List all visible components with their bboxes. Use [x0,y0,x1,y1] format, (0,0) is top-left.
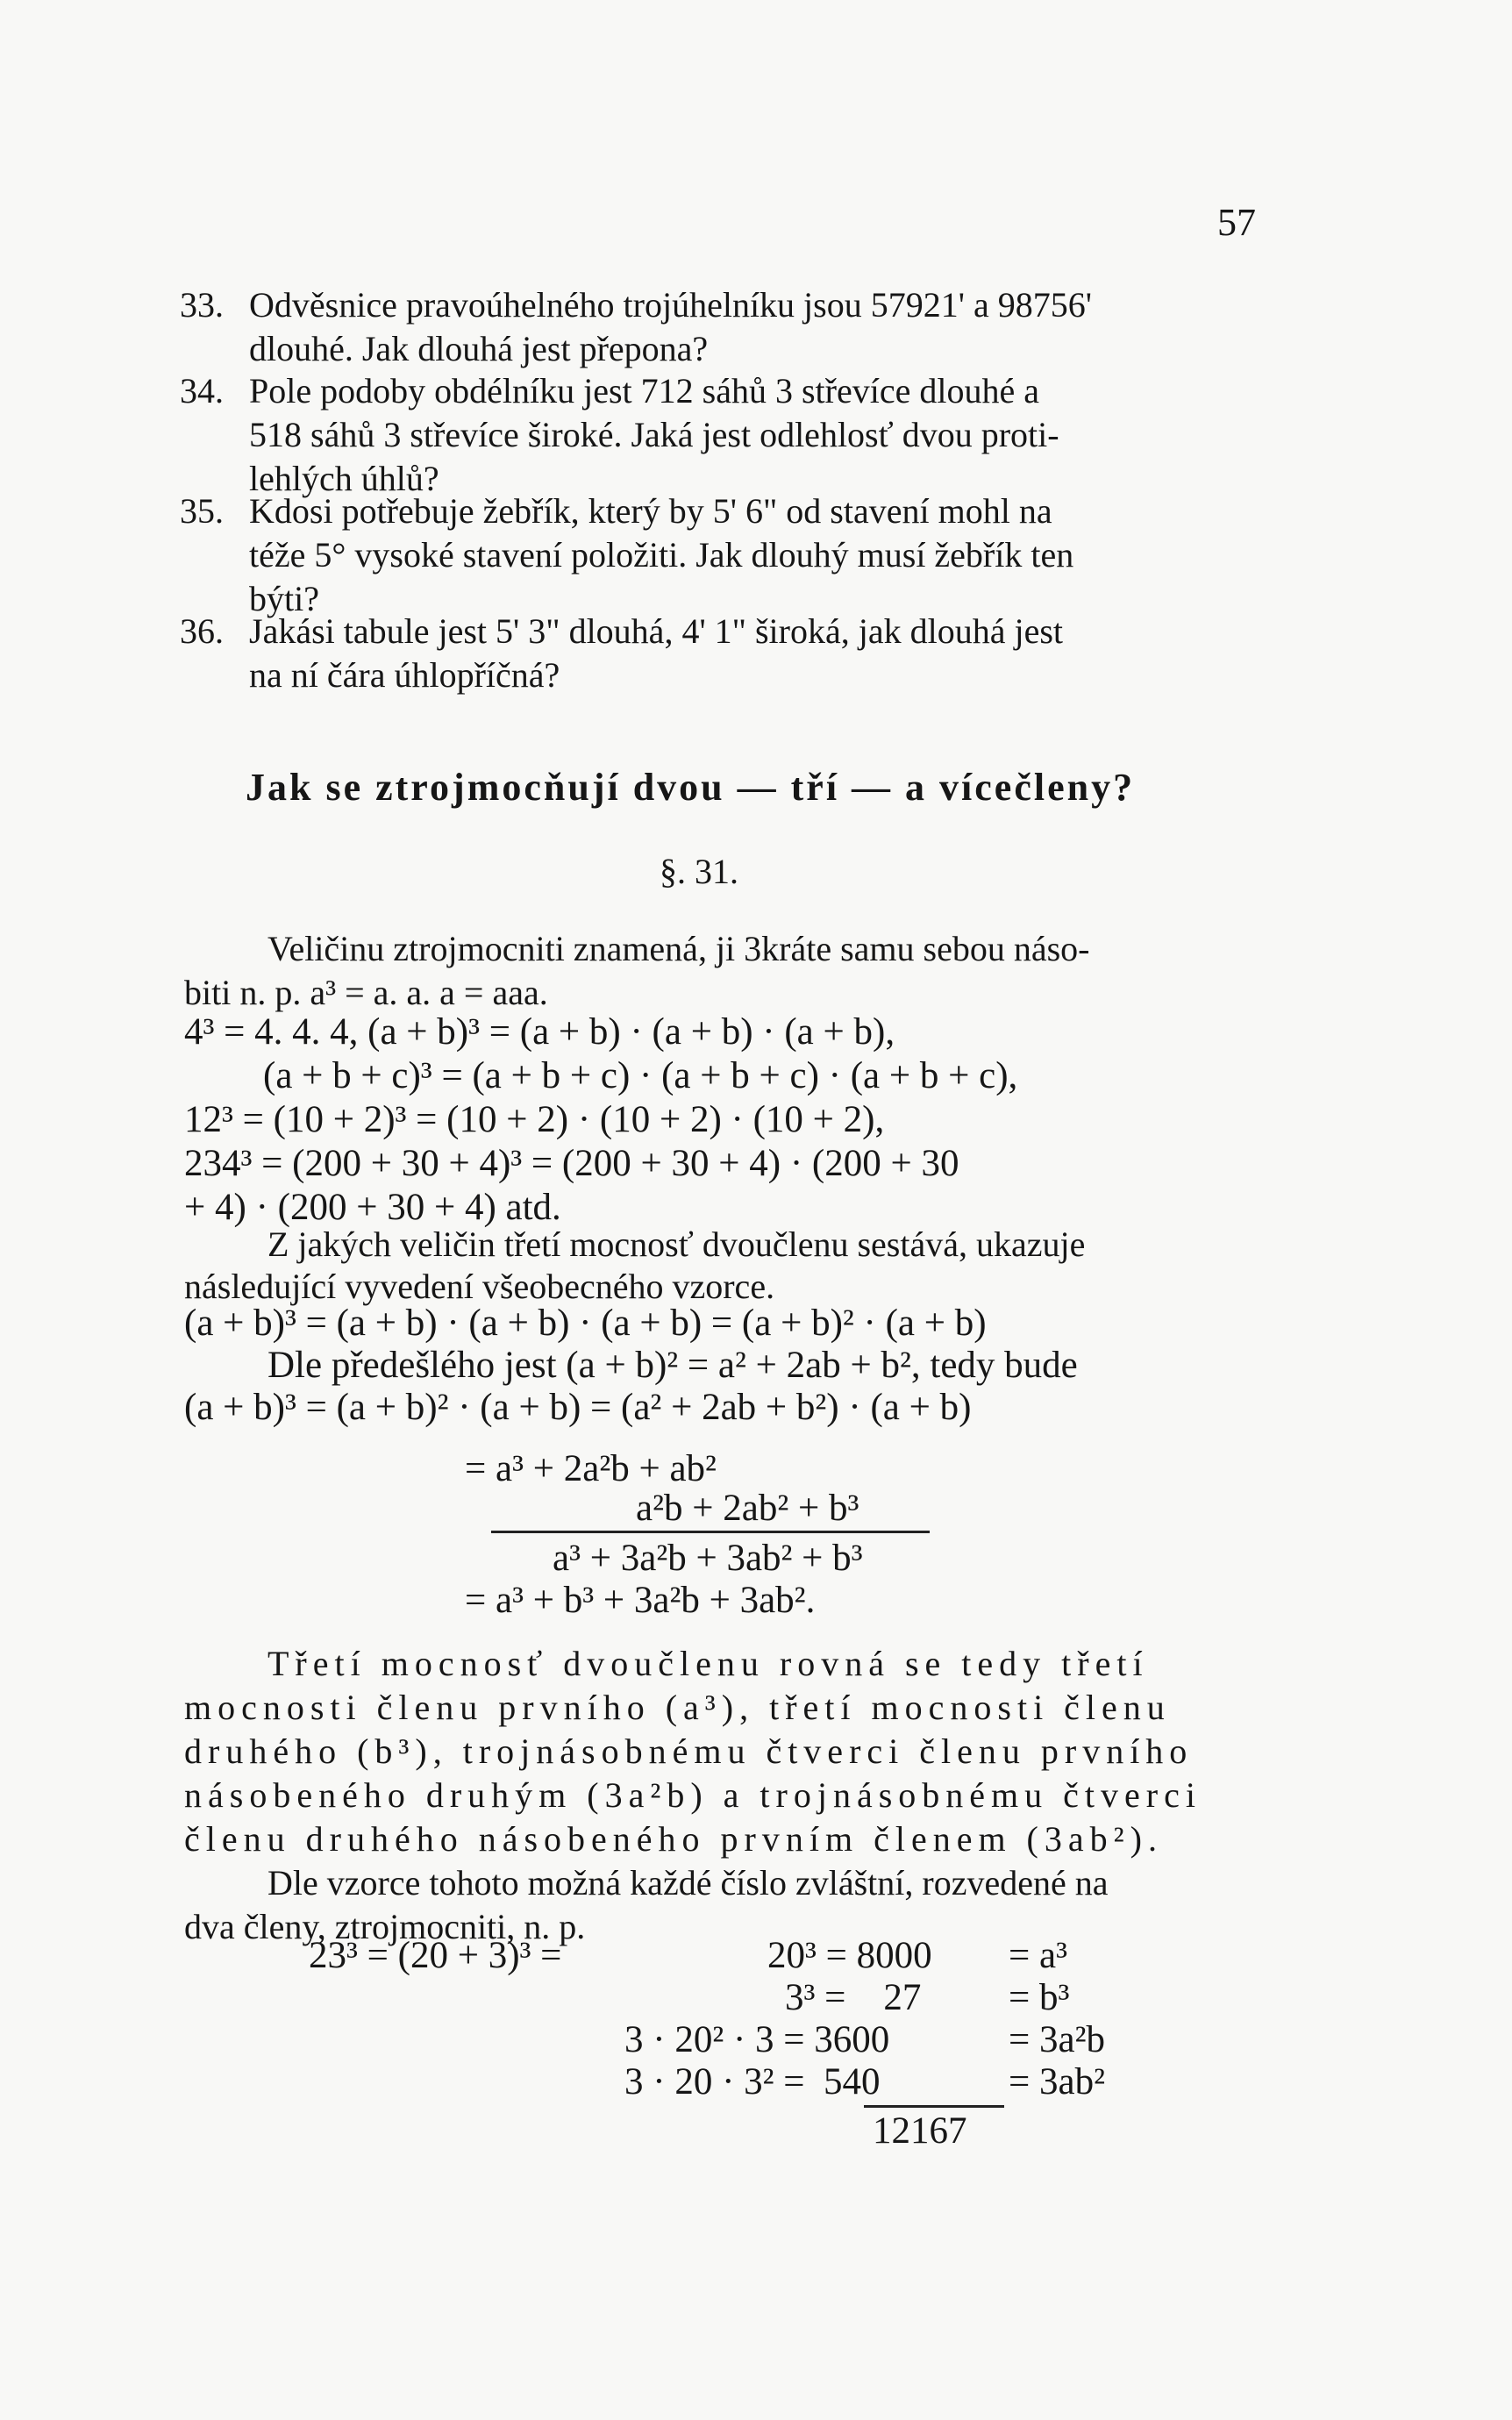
example-line: + 4) · (200 + 30 + 4) atd. [184,1187,561,1228]
problem-number: 36. [180,611,224,651]
section-heading: Jak se ztrojmocňují dvou — tří — a vícečleny? [246,766,1136,809]
text-line: následující vyvedení všeobecného vzorce. [184,1267,775,1306]
example-line: 12³ = (10 + 2)³ = (10 + 2) · (10 + 2) · (10 + 2), [184,1099,885,1140]
example-left: 23³ = (20 + 3)³ = [309,1935,562,1976]
example-eq: = a³ [1009,1935,1067,1976]
sum-rule [491,1531,930,1533]
text-line: Z jakých veličin třetí mocnosť dvoučlenu sestává, ukazuje [267,1224,1086,1264]
page-number: 57 [1217,201,1256,244]
problem-line: 518 sáhů 3 střevíce široké. Jaká jest odlehlosť dvou proti- [249,415,1059,454]
problem-line: téže 5° vysoké stavení položiti. Jak dlouhý musí žebřík ten [249,535,1074,575]
example-eq: = 3ab² [1009,2061,1105,2102]
rule-line: druhého (b³), trojnásobnému čtverci členu prvního [184,1731,1194,1771]
derivation-line: (a + b)³ = (a + b) · (a + b) · (a + b) = (a + b)² · (a + b) [184,1303,987,1344]
example-line: 234³ = (200 + 30 + 4)³ = (200 + 30 + 4) · (200 + 30 [184,1143,959,1184]
text-line: dva členy, ztrojmocniti, n. p. [184,1907,586,1946]
example-line: (a + b + c)³ = (a + b + c) · (a + b + c) · (a + b + c), [263,1055,1018,1096]
example-calc: 20³ = 8000 [767,1935,932,1976]
example-eq: = 3a²b [1009,2019,1105,2060]
intro-line: biti n. p. a³ = a. a. a = aaa. [184,973,548,1012]
section-number: §. 31. [660,852,738,891]
rule-line: Třetí mocnosť dvoučlenu rovná se tedy třetí [267,1644,1149,1683]
example-line: 4³ = 4. 4. 4, (a + b)³ = (a + b) · (a + b) · (a + b), [184,1011,895,1053]
intro-line: Veličinu ztrojmocniti znamená, ji 3kráte samu sebou náso- [267,929,1090,968]
derivation-line: (a + b)³ = (a + b)² · (a + b) = (a² + 2ab + b²) · (a + b) [184,1387,972,1428]
example-result: 12167 [873,2110,967,2152]
example-calc: 3³ = 27 [785,1977,922,2018]
derivation-line: Dle předešlého jest (a + b)² = a² + 2ab + b², tedy bude [267,1345,1078,1386]
problem-line: Odvěsnice pravoúhelného trojúhelníku jsou 57921' a 98756' [249,285,1092,325]
problem-line: na ní čára úhlopříčná? [249,655,560,695]
rule-line: mocnosti členu prvního (a³), třetí mocnosti členu [184,1688,1171,1727]
problem-number: 34. [180,371,224,410]
expansion-line: = a³ + 2a²b + ab² [465,1448,717,1489]
rule-line: členu druhého násobeného prvním členem (3ab²). [184,1819,1163,1859]
problem-line: Pole podoby obdélníku jest 712 sáhů 3 střevíce dlouhé a [249,371,1039,410]
text-line: Dle vzorce tohoto možná každé číslo zvláštní, rozvedené na [267,1863,1109,1902]
expansion-line: a²b + 2ab² + b³ [636,1488,859,1529]
problem-number: 35. [180,491,224,531]
example-eq: = b³ [1009,1977,1070,2018]
example-calc: 3 · 20 · 3² = 540 [624,2061,881,2102]
problem-line: Jakási tabule jest 5' 3" dlouhá, 4' 1" široká, jak dlouhá jest [249,611,1064,651]
expansion-line: a³ + 3a²b + 3ab² + b³ [553,1538,863,1579]
example-calc: 3 · 20² · 3 = 3600 [624,2019,890,2060]
sum-rule [864,2105,1004,2108]
rule-line: násobeného druhým (3a²b) a trojnásobnému čtverci [184,1775,1202,1815]
expansion-line: = a³ + b³ + 3a²b + 3ab². [465,1580,816,1621]
problem-number: 33. [180,285,224,325]
problem-line: Kdosi potřebuje žebřík, který by 5' 6" od stavení mohl na [249,491,1052,531]
problem-line: býti? [249,579,319,618]
problem-line: lehlých úhlů? [249,459,439,498]
problem-line: dlouhé. Jak dlouhá jest přepona? [249,329,709,368]
